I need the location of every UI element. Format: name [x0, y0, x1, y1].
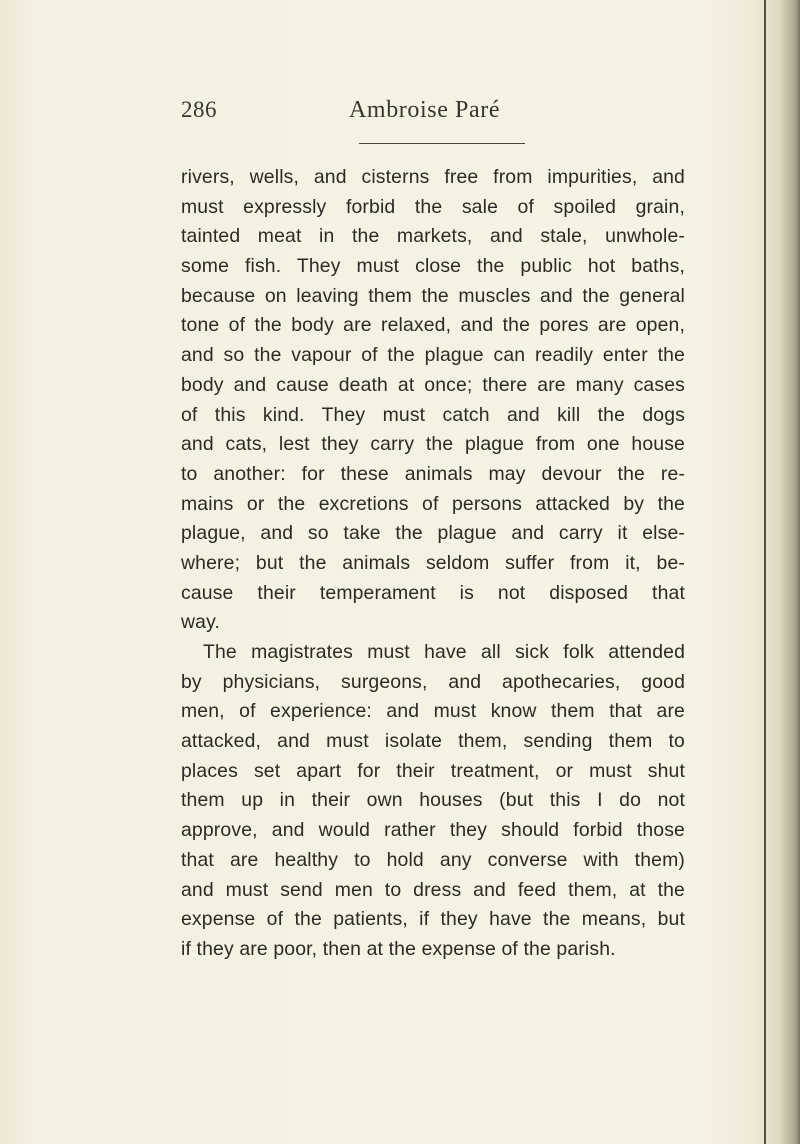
running-title: Ambroise Paré — [349, 97, 501, 123]
text-line: plague, and so take the plague and carry it else- — [181, 522, 685, 545]
text-line: rivers, wells, and cisterns free from impurities, and — [181, 166, 685, 188]
text-line: attacked, and must isolate them, sending them to — [181, 730, 685, 753]
page-header — [181, 97, 681, 133]
text-line: body and cause death at once; there are many cases — [181, 373, 685, 396]
page-number: 286 — [181, 97, 217, 122]
text-line: some fish. They must close the public hot baths, — [181, 255, 685, 278]
page-fold-shadow — [754, 0, 800, 1144]
text-line: places set apart for their treatment, or must shut — [181, 759, 685, 782]
text-line: and so the vapour of the plague can readily enter the — [181, 344, 685, 367]
header-rule — [359, 143, 525, 144]
page-edge — [764, 0, 766, 1144]
text-line: tainted meat in the markets, and stale, unwhole- — [181, 225, 685, 248]
text-line: approve, and would rather they should forbid those — [181, 819, 685, 842]
text-line: cause their temperament is not disposed that — [181, 581, 685, 604]
text-line: way. — [181, 611, 221, 634]
text-line: and must send men to dress and feed them, at the — [181, 878, 685, 901]
text-line: mains or the excretions of persons attacked by the — [181, 492, 685, 515]
text-line: expense of the patients, if they have the means, but — [181, 908, 685, 931]
text-line: men, of experience: and must know them that are — [181, 700, 685, 723]
text-line: that are healthy to hold any converse with them) — [181, 848, 685, 871]
text-line: where; but the animals seldom suffer from it, be- — [181, 551, 685, 574]
text-line: must expressly forbid the sale of spoiled grain, — [181, 195, 685, 218]
text-line: because on leaving them the muscles and the general — [181, 284, 685, 307]
text-line: and cats, lest they carry the plague from one house — [181, 433, 685, 456]
text-line: if they are poor, then at the expense of the parish. — [181, 937, 616, 960]
text-line: The magistrates must have all sick folk attended — [203, 641, 685, 663]
text-line: by physicians, surgeons, and apothecaries, good — [181, 670, 685, 693]
text-line: them up in their own houses (but this I do not — [181, 789, 685, 812]
body-text — [181, 163, 685, 965]
text-line: tone of the body are relaxed, and the pores are open, — [181, 314, 685, 337]
text-line: of this kind. They must catch and kill the dogs — [181, 403, 685, 426]
text-line: to another: for these animals may devour the re- — [181, 462, 685, 485]
